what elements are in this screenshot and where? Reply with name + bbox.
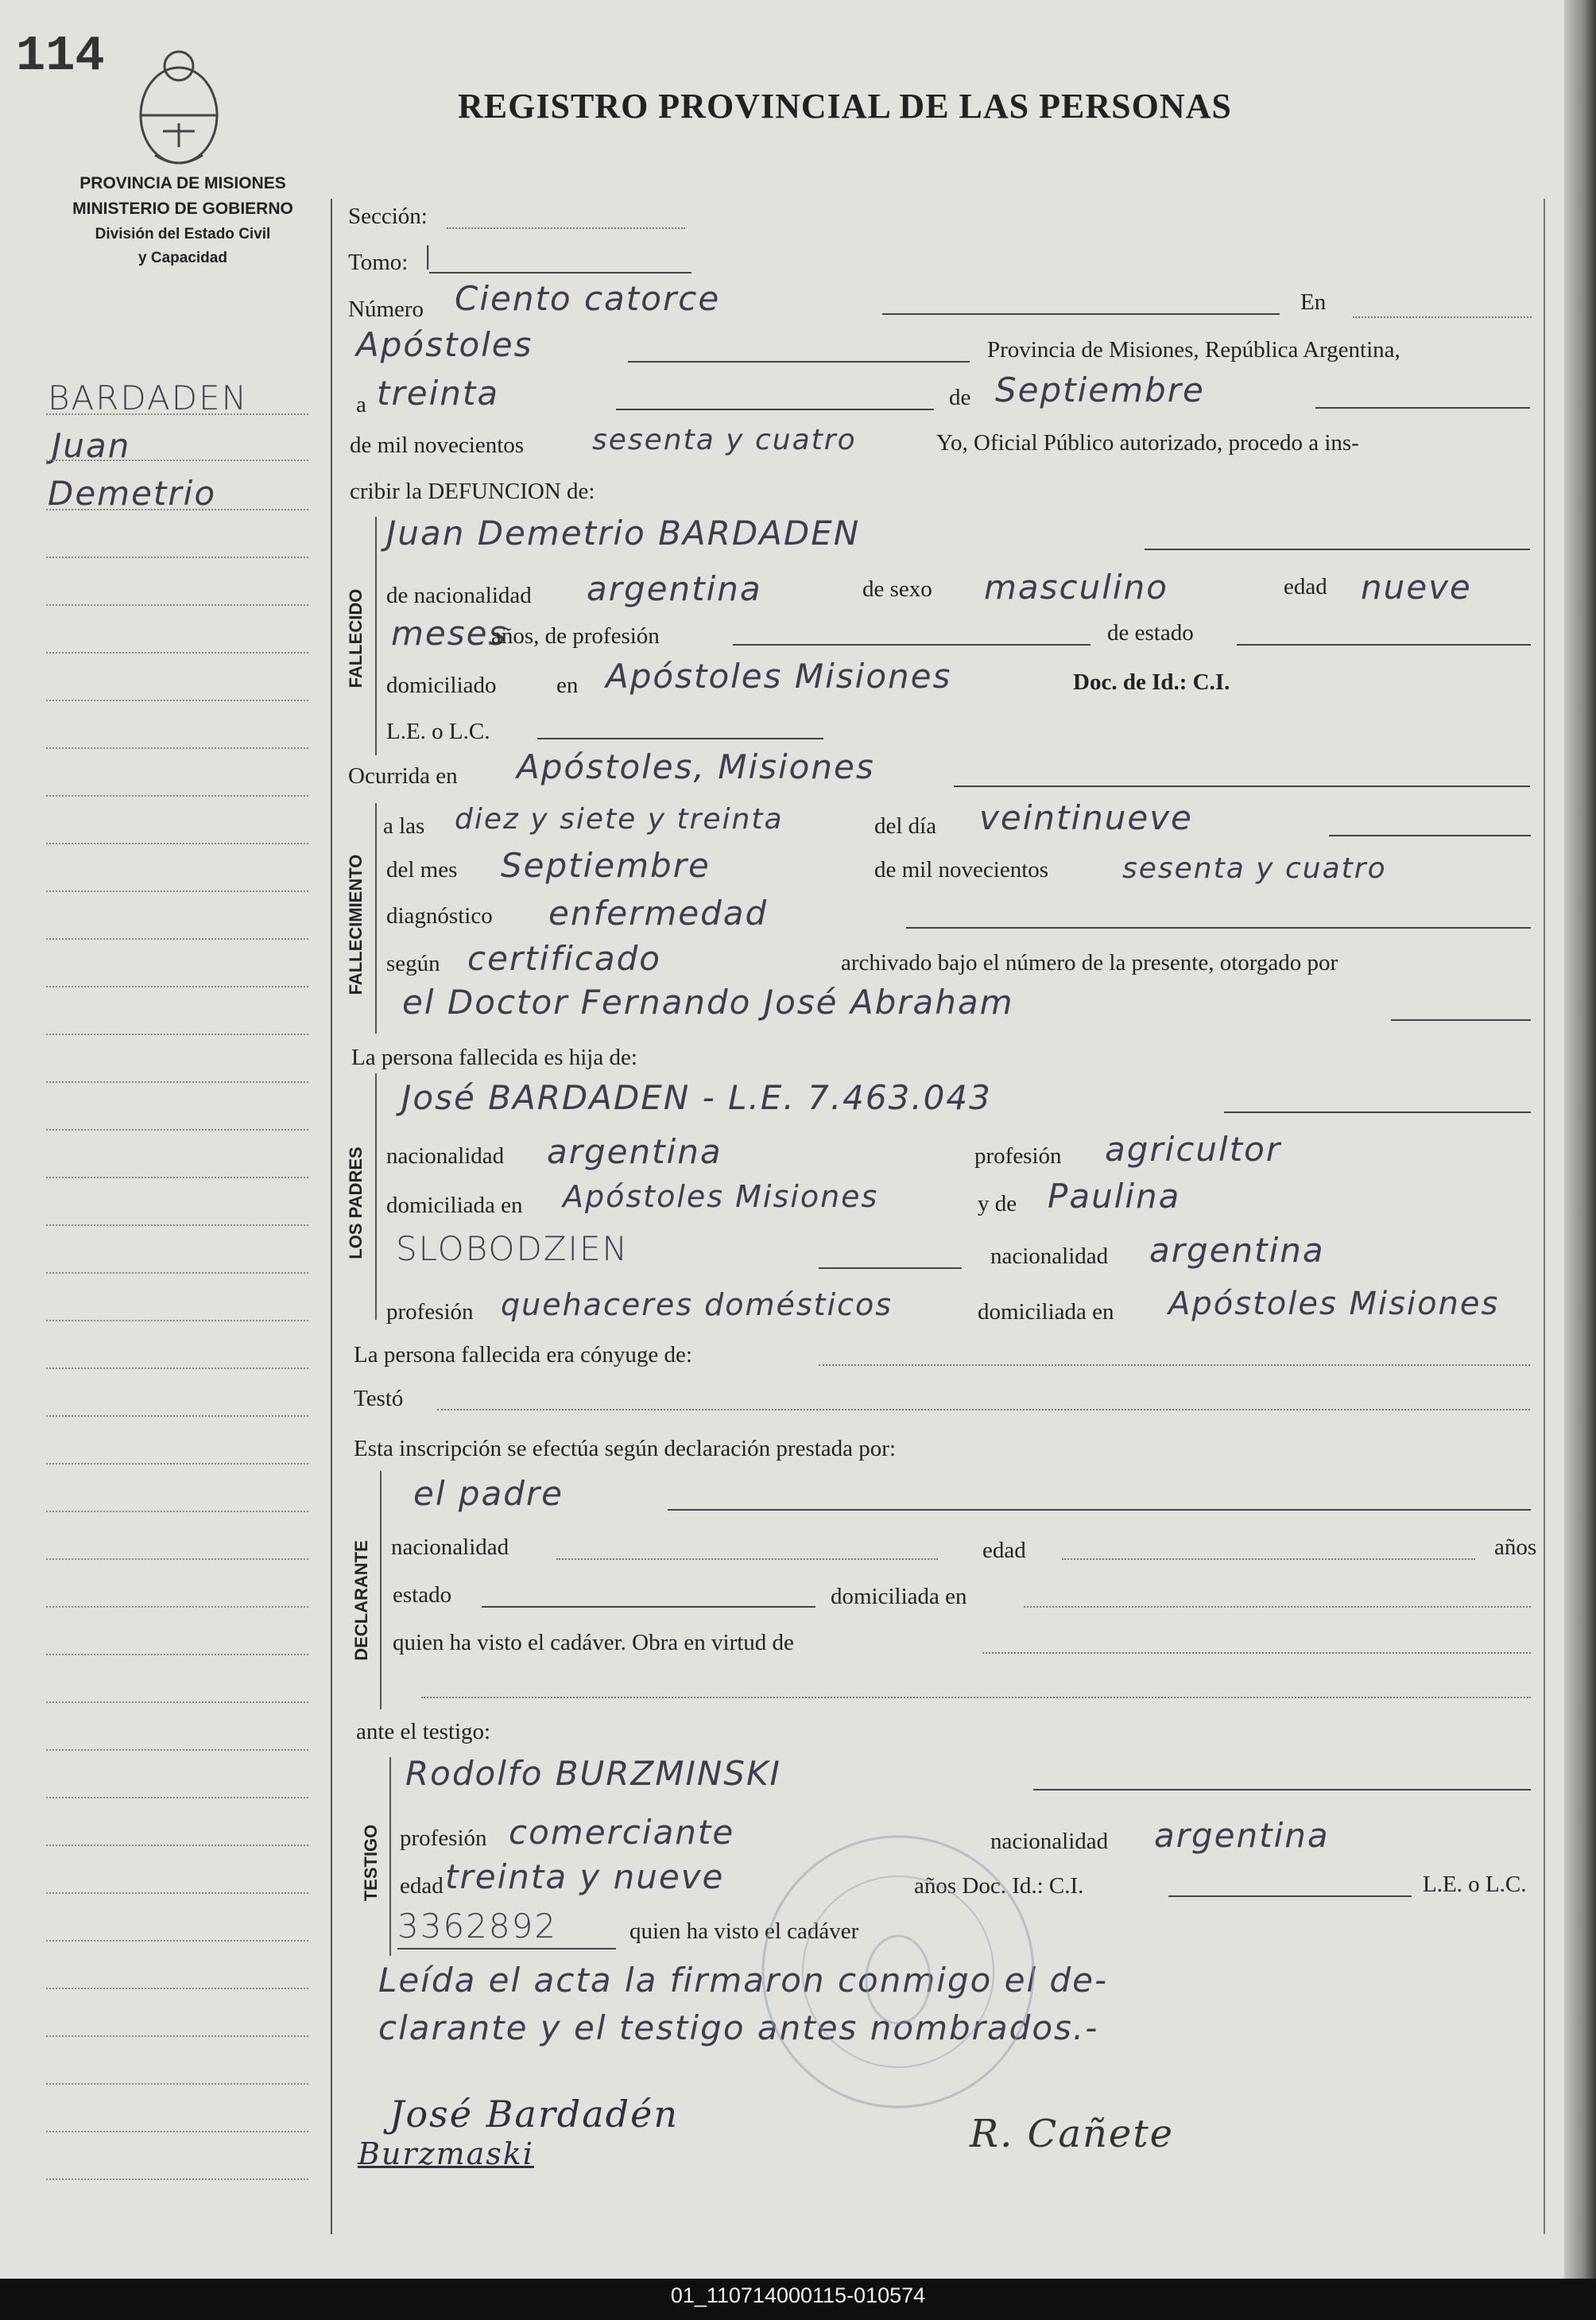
oficial-label: Yo, Oficial Público autorizado, procedo a ins- (936, 430, 1359, 456)
conyuge-label: La persona fallecida era cónyuge de: (354, 1342, 692, 1368)
testigo-value: Rodolfo BURZMINSKI (405, 1754, 781, 1793)
decl-edad-label: edad (982, 1538, 1026, 1563)
nacionalidad-label: de nacionalidad (386, 583, 532, 608)
tomo-label: Tomo: (348, 250, 409, 275)
de-label: de (949, 385, 971, 410)
inscripcion-label: Esta inscripción se efectúa según declaración prestada por: (354, 1436, 897, 1461)
margin-middle-name: Demetrio (48, 474, 217, 513)
signature-testigo: Burzmaski (358, 2136, 534, 2171)
decl-nacionalidad-label: nacionalidad (391, 1534, 509, 1560)
segun-label: según (386, 951, 440, 976)
issuer-line-3: División del Estado Civil (95, 226, 271, 242)
testigo-profesion-value: comerciante (509, 1813, 735, 1852)
nombre-value: Juan Demetrio BARDADEN (386, 514, 861, 553)
decl-domiciliada-label: domiciliada en (831, 1584, 967, 1609)
medico-value: el Doctor Fernando José Abraham (402, 983, 1014, 1022)
dia-fallecimiento-value: veintinueve (979, 798, 1193, 837)
image-id-caption: 01_110714000115-010574 (670, 2283, 926, 2307)
testigo-le-lc-label: L.E. o L.C. (1423, 1872, 1527, 1897)
signature-oficial: R. Cañete (970, 2112, 1175, 2156)
diagnostico-value: enfermedad (548, 894, 769, 933)
madre-domiciliada-label: domiciliada en (978, 1299, 1114, 1325)
testigo-profesion-label: profesión (400, 1825, 487, 1851)
padre-nacionalidad-value: argentina (547, 1132, 722, 1171)
seccion-label: Sección: (348, 204, 428, 229)
mes-value: Septiembre (995, 371, 1205, 409)
ante-testigo-label: ante el testigo: (356, 1719, 491, 1744)
edad-label: edad (1284, 574, 1327, 599)
section-fallecido: FALLECIDO (346, 588, 366, 689)
cierre-line-2: clarante y el testigo antes nombrados.- (378, 2008, 1099, 2047)
declarante-value: el padre (413, 1474, 564, 1513)
decl-cadaver-label: quien ha visto el cadáver. Obra en virtud de (393, 1630, 794, 1655)
madre-nacionalidad-value: argentina (1149, 1231, 1325, 1270)
cribir-label: cribir la DEFUNCION de: (350, 479, 595, 504)
diagnostico-label: diagnóstico (386, 903, 493, 929)
dia-value: treinta (377, 374, 500, 413)
section-testigo: TESTIGO (361, 1824, 381, 1902)
en-label: En (1300, 289, 1327, 315)
a-las-label: a las (383, 813, 425, 839)
official-seal-stamp (755, 1829, 1041, 2115)
madre-profesion-value: quehaceres domésticos (501, 1287, 893, 1322)
testigo-anos-doc-label: años Doc. Id.: C.I. (914, 1873, 1084, 1899)
le-lc-label: L.E. o L.C. (386, 719, 490, 744)
madre-apellido-value: SLOBODZIEN (396, 1229, 629, 1268)
testigo-edad-label: edad (400, 1873, 444, 1899)
domicilio-value: Apóstoles Misiones (606, 657, 952, 696)
en-domiciliado-label: en (556, 673, 579, 698)
edad-unit-value: meses (391, 614, 508, 653)
segun-value: certificado (467, 939, 661, 978)
a-label: a (356, 392, 366, 417)
domiciliado-label: domiciliado (386, 673, 497, 698)
padre-domiciliada-label: domiciliada en (386, 1193, 523, 1218)
edad-value: nueve (1361, 568, 1472, 607)
anos-profesion-label: años, de profesión (491, 623, 660, 649)
anio-value: sesenta y cuatro (592, 424, 857, 456)
numero-label: Número (348, 297, 424, 322)
numero-value: Ciento catorce (455, 279, 721, 318)
coat-of-arms-emblem (131, 44, 227, 171)
hora-value: diez y siete y treinta (455, 803, 784, 836)
testigo-nacionalidad-label: nacionalidad (990, 1829, 1109, 1854)
hija-de-label: La persona fallecida es hija de: (351, 1045, 637, 1070)
decl-anos-label: años (1494, 1534, 1537, 1560)
testigo-edad-value: treinta y nueve (445, 1857, 725, 1896)
padre-nacionalidad-label: nacionalidad (386, 1143, 505, 1169)
issuer-line-1: PROVINCIA DE MISIONES (79, 174, 286, 192)
padre-profesion-value: agricultor (1105, 1130, 1282, 1169)
padre-value: José BARDADEN - L.E. 7.463.043 (401, 1078, 992, 1117)
testigo-nacionalidad-value: argentina (1154, 1816, 1330, 1855)
madre-profesion-label: profesión (386, 1299, 474, 1325)
de-estado-label: de estado (1107, 620, 1194, 646)
decl-estado-label: estado (393, 1582, 452, 1608)
archivado-label: archivado bajo el número de la presente, otorgado por (841, 950, 1338, 976)
section-declarante: DECLARANTE (351, 1540, 371, 1661)
madre-nacionalidad-label: nacionalidad (990, 1243, 1109, 1269)
padre-domicilio-value: Apóstoles Misiones (563, 1179, 879, 1214)
ocurrida-value: Apóstoles, Misiones (517, 747, 875, 786)
margin-surname: BARDADEN (48, 378, 249, 417)
testigo-doc-value: 3362892 (397, 1907, 558, 1946)
del-dia-label: del día (874, 813, 937, 839)
issuer-line-2: MINISTERIO DE GOBIERNO (72, 200, 293, 218)
del-mes-label: del mes (386, 857, 458, 883)
section-fallecimiento: FALLECIMIENTO (346, 854, 366, 995)
doc-id-label: Doc. de Id.: C.I. (1073, 669, 1230, 695)
issuer-line-4: y Capacidad (138, 250, 227, 266)
madre-domicilio-value: Apóstoles Misiones (1168, 1286, 1500, 1322)
mes-fallecimiento-value: Septiembre (501, 846, 711, 885)
document-title: REGISTRO PROVINCIAL DE LAS PERSONAS (458, 87, 1232, 126)
sexo-value: masculino (984, 568, 1168, 607)
y-de-label: y de (978, 1191, 1017, 1216)
sexo-label: de sexo (862, 576, 932, 602)
ocurrida-label: Ocurrida en (348, 763, 458, 789)
cierre-line-1: Leída el acta la firmaron conmigo el de- (378, 1961, 1109, 2000)
de-mil-fallecimiento-label: de mil novecientos (874, 857, 1049, 883)
tomo-value: I (423, 239, 435, 277)
page-number: 114 (16, 28, 105, 84)
margin-given-name: Juan (52, 426, 131, 465)
padre-profesion-label: profesión (974, 1143, 1062, 1169)
section-padres: LOS PADRES (346, 1146, 366, 1259)
madre-nombre-value: Paulina (1048, 1177, 1181, 1216)
de-mil-label: de mil novecientos (350, 433, 525, 458)
provincia-label: Provincia de Misiones, República Argentina, (987, 337, 1400, 363)
signature-declarante: José Bardadén (389, 2093, 679, 2136)
nacionalidad-value: argentina (587, 569, 762, 608)
testigo-cadaver-label: quien ha visto el cadáver (629, 1918, 859, 1944)
lugar-value: Apóstoles (356, 325, 533, 364)
testo-label: Testó (354, 1386, 404, 1411)
book-spine-edge (1564, 0, 1596, 2279)
anio-fallecimiento-value: sesenta y cuatro (1122, 852, 1387, 885)
